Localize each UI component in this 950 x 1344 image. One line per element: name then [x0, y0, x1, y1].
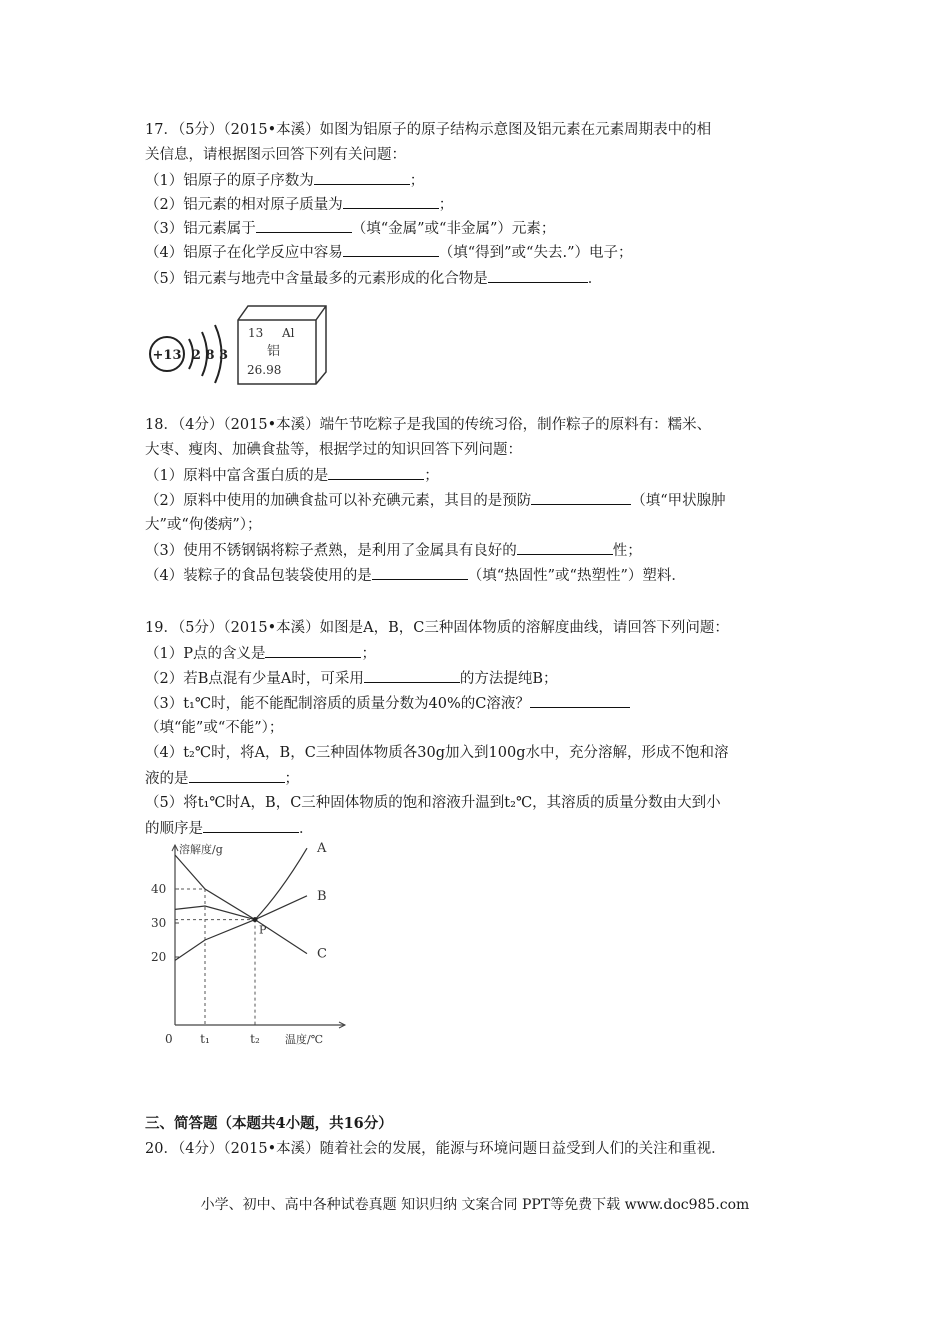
- q17-sub4: [145, 242, 633, 263]
- q19-stem: 19．（5分）（2015•本溪）如图是A，B，C三种固体物质的溶解度曲线，请回答下列问题：: [145, 620, 729, 636]
- section-heading: 三、简答题（本题共4小题，共16分）: [145, 1115, 393, 1132]
- q18-sub1: [145, 465, 439, 486]
- q17-sub4-end: （填“得到”或“失去.”）电子；: [438, 245, 633, 261]
- q19-sub1-text: （1）P点的含义是: [145, 646, 266, 662]
- q19-sub4-text: 液的是: [145, 771, 189, 787]
- q17-sub3: [145, 218, 555, 239]
- q17-sub5-end: ．: [587, 271, 603, 287]
- q18-sub3: [145, 540, 642, 561]
- point-p: [253, 917, 258, 922]
- q19-sub1-end: ；: [361, 646, 376, 662]
- answer-blank[interactable]: [372, 565, 468, 580]
- q19-sub5: （5）将t₁℃时A，B，C三种固体物质的饱和溶液升温到t₂℃，其溶质的质量分数由大到小: [145, 795, 721, 811]
- answer-blank[interactable]: [314, 170, 410, 185]
- aluminum-figure: [140, 292, 340, 392]
- q18-sub2-text: （2）原料中使用的加碘食盐可以补充碘元素，其目的是预防: [145, 493, 532, 509]
- q18-sub4-text: （4）装粽子的食品包装袋使用的是: [145, 568, 372, 584]
- answer-blank[interactable]: [189, 768, 285, 783]
- q18-sub1-end: ；: [424, 468, 439, 484]
- q18-sub2-end: （填“甲状腺肿: [631, 493, 726, 509]
- q19-sub4: （4）t₂℃时，将A，B，C三种固体物质各30g加入到100g水中，充分溶解，形成不饱和溶: [145, 745, 729, 761]
- answer-blank[interactable]: [203, 818, 299, 833]
- q17-sub2-end: ；: [438, 197, 454, 213]
- solubility-chart: [135, 835, 365, 1050]
- q19-sub1: [145, 643, 376, 664]
- q17-sub4-text: （4）铝原子在化学反应中容易: [145, 245, 343, 261]
- answer-blank[interactable]: [343, 242, 439, 257]
- q19-sub5-end: ．: [299, 821, 314, 837]
- q17-sub2: [145, 194, 453, 215]
- q18-sub3-text: （3）使用不锈钢锅将粽子煮熟，是利用了金属具有良好的: [145, 543, 517, 559]
- q18-sub3-end: 性；: [612, 543, 642, 559]
- atomic-number: 13: [248, 326, 264, 340]
- q19-sub2-text: （2）若B点混有少量A时，可采用: [145, 671, 364, 687]
- answer-blank[interactable]: [517, 540, 613, 555]
- q19-sub2: [145, 668, 558, 689]
- x-tick-label: t₂: [250, 1032, 260, 1046]
- origin-label: 0: [165, 1032, 173, 1046]
- q19-sub2-end: 的方法提纯B；: [459, 671, 558, 687]
- q19-sub4-cont: [145, 768, 299, 789]
- y-axis-label: 溶解度/g: [179, 843, 223, 856]
- series-label-b: B: [317, 888, 327, 904]
- element-name: 铝: [267, 344, 281, 359]
- q17-sub5: [145, 268, 602, 289]
- q19-sub3: [145, 693, 630, 714]
- q19-sub4-end: ；: [284, 771, 299, 787]
- q18-sub4-end: （填“热固性”或“热塑性”）塑料．: [467, 568, 686, 584]
- q18-sub2-cont: 大”或“佝偻病”）；: [145, 517, 262, 533]
- x-axis-label: 温度/℃: [285, 1033, 324, 1046]
- answer-blank[interactable]: [328, 465, 424, 480]
- page-footer: 小学、初中、高中各种试卷真题 知识归纳 文案合同 PPT等免费下载 www.doc985.com: [200, 1197, 750, 1213]
- q18-sub4: [145, 565, 686, 586]
- y-tick-label: 30: [151, 916, 167, 930]
- x-tick-label: t₁: [200, 1032, 210, 1046]
- answer-blank[interactable]: [488, 268, 588, 283]
- q17-sub1: [145, 170, 424, 191]
- q18-sub1-text: （1）原料中富含蛋白质的是: [145, 468, 329, 484]
- answer-blank[interactable]: [265, 643, 361, 658]
- answer-blank[interactable]: [364, 668, 460, 683]
- series-label-c: C: [317, 946, 327, 962]
- q17-sub3-end: （填“金属”或“非金属”）元素；: [351, 221, 556, 237]
- q17-sub1-end: ；: [409, 173, 425, 189]
- answer-blank[interactable]: [343, 194, 439, 209]
- q17-stem-line1: 17．（5分）（2015•本溪）如图为铝原子的原子结构示意图及铝元素在元素周期表中的相: [145, 122, 712, 138]
- q18-sub2: [145, 490, 726, 511]
- point-p-label: P: [259, 923, 267, 937]
- q17-sub1-text: （1）铝原子的原子序数为: [145, 173, 314, 189]
- y-tick-label: 40: [151, 882, 167, 896]
- q17-sub5-text: （5）铝元素与地壳中含量最多的元素形成的化合物是: [145, 271, 488, 287]
- q18-stem-line2: 大枣、瘦肉、加碘食盐等，根据学过的知识回答下列问题：: [145, 442, 522, 458]
- q19-sub3-text: （3）t₁℃时，能不能配制溶质的质量分数为40%的C溶液？: [145, 696, 530, 712]
- atomic-mass: 26.98: [247, 363, 282, 377]
- q17-stem-line2: 关信息，请根据图示回答下列有关问题：: [145, 147, 406, 163]
- curve-b: [175, 896, 307, 920]
- y-tick-label: 20: [151, 950, 167, 964]
- q17-sub2-text: （2）铝元素的相对原子质量为: [145, 197, 343, 213]
- series-label-a: A: [317, 841, 327, 857]
- answer-blank[interactable]: [530, 693, 630, 708]
- element-symbol: Al: [282, 326, 295, 340]
- electron-shells-label: 2 8 3: [191, 348, 229, 363]
- q17-sub3-text: （3）铝元素属于: [145, 221, 256, 237]
- answer-blank[interactable]: [531, 490, 631, 505]
- q19-sub3-cont: （填“能”或“不能”）；: [145, 720, 284, 736]
- q19-sub5-text: 的顺序是: [145, 821, 203, 837]
- q20-stem: 20．（4分）（2015•本溪）随着社会的发展，能源与环境问题日益受到人们的关注和重视．: [145, 1141, 726, 1157]
- q18-stem-line1: 18．（4分）（2015•本溪）端午节吃粽子是我国的传统习俗，制作粽子的原料有：糯米、: [145, 417, 712, 433]
- nucleus-label: +13: [152, 348, 182, 363]
- answer-blank[interactable]: [256, 218, 352, 233]
